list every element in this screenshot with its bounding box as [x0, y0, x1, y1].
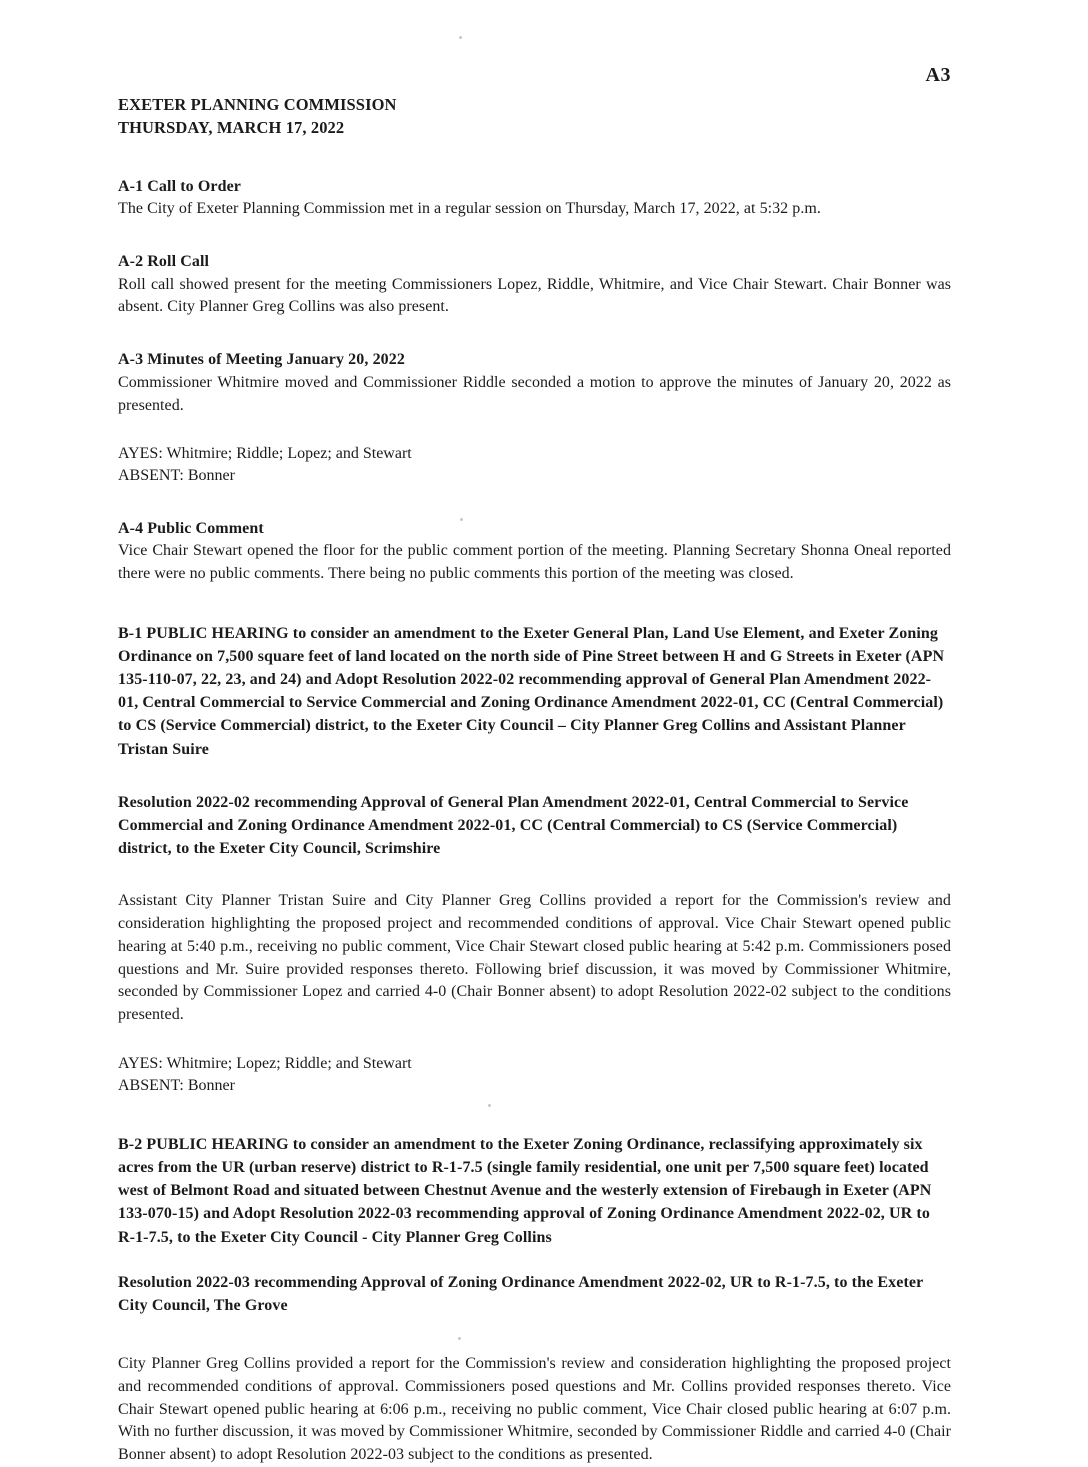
vote-block-b1 — [118, 1053, 951, 1097]
title-line-organization: EXETER PLANNING COMMISSION — [118, 95, 397, 114]
section-a4-public-comment — [118, 518, 951, 586]
vote-block-a3 — [118, 443, 951, 487]
section-a3-minutes — [118, 349, 951, 487]
document-body — [118, 64, 951, 1467]
paragraph-a3: Commissioner Whitmire moved and Commissioner Riddle seconded a motion to approve the minutes of January 20, 2022 as presented. — [118, 373, 951, 414]
resolution-title-b2: Resolution 2022-03 recommending Approval of Zoning Ordinance Amendment 2022-02, UR to R-1-7.5, to the Exeter City Council, The Grove — [118, 1273, 924, 1314]
document-title — [118, 94, 951, 140]
vote-ayes-a3: AYES: Whitmire; Riddle; Lopez; and Stewart — [118, 445, 412, 463]
hearing-notice-b2: B-2 PUBLIC HEARING to consider an amendment to the Exeter Zoning Ordinance, reclassifying approximately six acres from the UR (urban reserve) district to R-1-7.5 (single family residential, one unit per 7,500 square feet) located west of Belmont Road and situated between Chestnut Avenue and the westerly extension of Firebaugh in Exeter (APN 133-070-15) and Adopt Resolution 2022-03 recommending approval of Zoning Ordinance Amendment 2022-02, UR to R-1-7.5, to the Exeter City Council - City Planner Greg Collins — [118, 1135, 932, 1246]
vote-absent-a3: ABSENT: Bonner — [118, 467, 235, 485]
resolution-block-b1 — [118, 791, 951, 861]
vote-ayes-b1: AYES: Whitmire; Lopez; Riddle; and Stewart — [118, 1054, 412, 1072]
discussion-block-b1 — [118, 890, 951, 1026]
heading-a2: A-2 Roll Call — [118, 253, 210, 270]
resolution-title-b1: Resolution 2022-02 recommending Approval of General Plan Amendment 2022-01, Central Commercial to Service Commercial and Zoning Ordinance Amendment 2022-01, CC (Central Commercial) to CS (Service Commercial) district, to the Exeter City Council, Scrimshire — [118, 793, 909, 858]
scan-speck — [459, 36, 462, 39]
page-label: A3 — [925, 64, 951, 86]
hearing-notice-b1: B-1 PUBLIC HEARING to consider an amendment to the Exeter General Plan, Land Use Element, and Exeter Zoning Ordinance on 7,500 square feet of land located on the north side of Pine Street between H and G Streets in Exeter (APN 135-110-07, 22, 23, and 24) and Adopt Resolution 2022-02 recommending approval of General Plan Amendment 2022-01, Central Commercial to Service Commercial and Zoning Ordinance Amendment 2022-01, CC (Central Commercial) to CS (Service Commercial) district, to the Exeter City Council – City Planner Greg Collins and Assistant Planner Tristan Suire — [118, 624, 945, 758]
heading-a3: A-3 Minutes of Meeting January 20, 2022 — [118, 351, 405, 369]
paragraph-b1: Assistant City Planner Tristan Suire and City Planner Greg Collins provided a report for the Commission's review and consideration highlighting the proposed project and recommended conditions of approval. Vice Chair Stewart opened public hearing at 5:40 p.m., receiving no public comment, Vice Chair Stewart closed public hearing at 5:42 p.m. Commissioners posed questions and Mr. Suire provided responses thereto. Following brief discussion, it was moved by Commissioner Whitmire, seconded by Commissioner Lopez and carried 4-0 (Chair Bonner absent) to adopt Resolution 2022-02 subject to the conditions presented. — [118, 892, 951, 1023]
vote-absent-b1: ABSENT: Bonner — [118, 1076, 235, 1094]
section-b1-public-hearing — [118, 622, 951, 1097]
resolution-block-b2 — [118, 1271, 951, 1317]
heading-a4: A-4 Public Comment — [118, 519, 264, 537]
paragraph-a1: The City of Exeter Planning Commission met in a regular session on Thursday, March 17, 2022, at 5:32 p.m. — [118, 200, 821, 218]
section-a2-roll-call — [118, 251, 951, 319]
paragraph-a2: Roll call showed present for the meeting Commissioners Lopez, Riddle, Whitmire, and Vice Chair Stewart. Chair Bonner was absent. City Planner Greg Collins was also present. — [118, 275, 951, 316]
title-line-date: THURSDAY, MARCH 17, 2022 — [118, 117, 345, 137]
paragraph-b2: City Planner Greg Collins provided a report for the Commission's review and consideration highlighting the proposed project and recommended conditions of approval. Commissioners posed questions and Mr. Collins provided responses thereto. Vice Chair Stewart opened public hearing at 6:06 p.m., receiving no public comment, Vice Chair closed public hearing at 6:07 p.m. With no further discussion, it was moved by Commissioner Whitmire, seconded by Commissioner Riddle and carried 4-0 (Chair Bonner absent) to adopt Resolution 2022-03 subject to the conditions as presented. — [118, 1355, 951, 1464]
heading-a1: A-1 Call to Order — [118, 177, 242, 195]
section-b2-public-hearing — [118, 1133, 951, 1467]
section-a1-call-to-order — [118, 176, 951, 221]
paragraph-a4: Vice Chair Stewart opened the floor for the public comment portion of the meeting. Planning Secretary Shonna Oneal reported there were no public comments. There being no public comments this portion of the meeting was closed. — [118, 542, 951, 582]
discussion-block-b2 — [118, 1353, 951, 1467]
